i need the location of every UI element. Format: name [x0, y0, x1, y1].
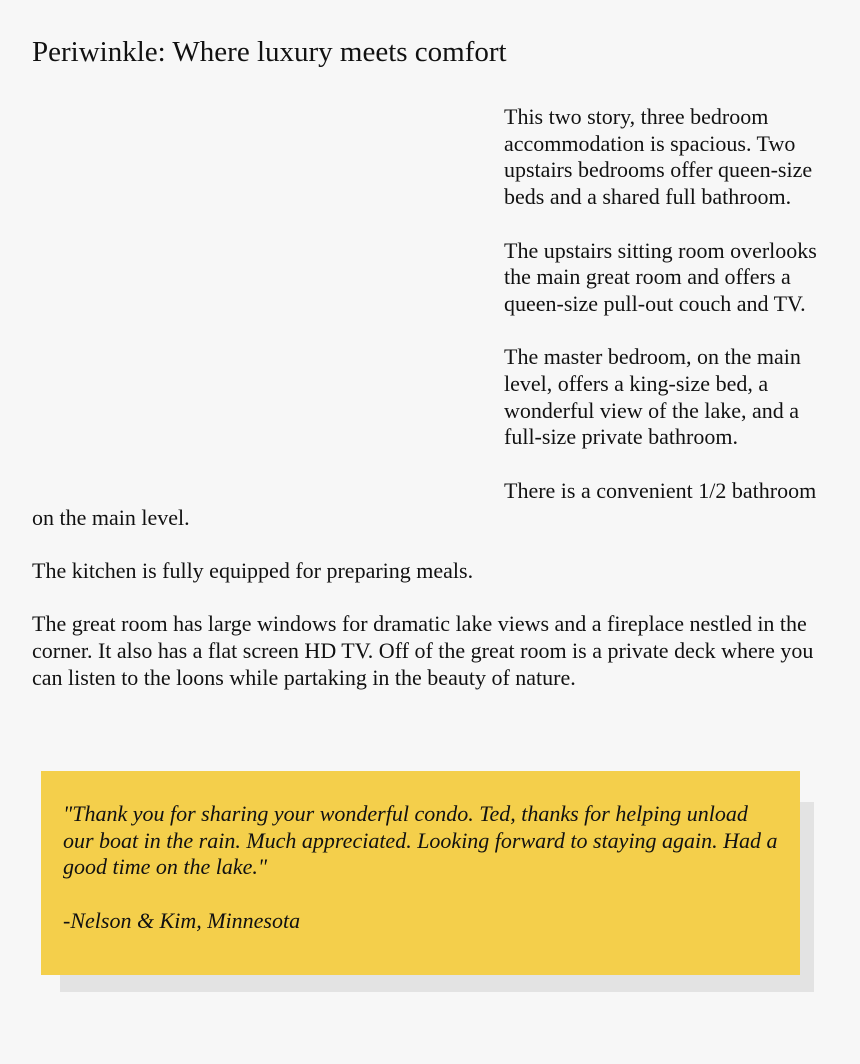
- property-description: [32, 104, 837, 718]
- description-paragraph: The kitchen is fully equipped for preparing meals.: [32, 557, 474, 583]
- description-paragraph: This two story, three bedroom accommodation is spacious. Two upstairs bedrooms offer queen-size beds and a shared full bathroom.: [504, 104, 813, 210]
- testimonial-quote: "Thank you for sharing your wonderful condo. Ted, thanks for helping unload our boat in the rain. Much appreciated. Looking forward to staying again. Had a good time on the lake.": [63, 801, 778, 880]
- testimonial-card: [41, 771, 814, 992]
- description-paragraph: The master bedroom, on the main level, offers a king-size bed, a wonderful view of the lake, and a full-size private bathroom.: [504, 344, 801, 450]
- property-photo-area: [32, 104, 504, 478]
- testimonial-author: -Nelson & Kim, Minnesota: [63, 907, 301, 933]
- description-paragraph: There is a convenient 1/2 bathroom on the main level.: [32, 477, 817, 530]
- testimonial-box: [41, 771, 800, 975]
- description-paragraph: The great room has large windows for dramatic lake views and a fireplace nestled in the corner. It also has a flat screen HD TV. Off of the great room is a private deck where you can listen to the loons while partaking in the beauty of nature.: [32, 611, 814, 690]
- description-paragraph: The upstairs sitting room overlooks the main great room and offers a queen-size pull-out couch and TV.: [504, 237, 817, 316]
- page-title: Periwinkle: Where luxury meets comfort: [32, 36, 507, 68]
